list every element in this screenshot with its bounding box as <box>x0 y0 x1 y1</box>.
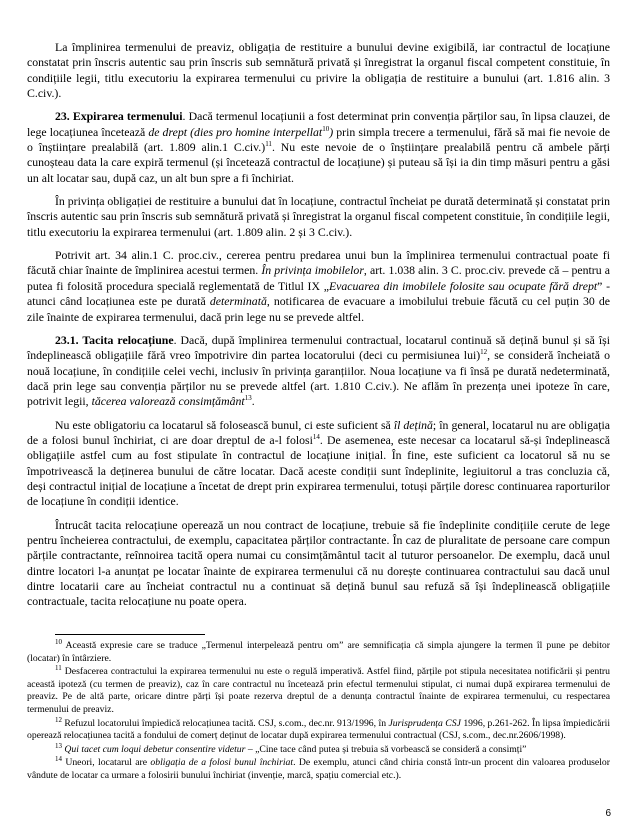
paragraph-text: . Dacă termenul locațiunii a fost determinat prin convenția părților sau, în lipsa clauzei, de lege locațiunea încetează <box>27 109 610 139</box>
footnote-13 <box>27 741 610 757</box>
footnote-ref-14[interactable]: 14 <box>312 432 320 441</box>
footnote-text: . De exemplu, atunci când chiria constă într-un procent din valoarea produselor vândute de locatar ca urmare a folosirii bunului închiriat (invenție, marcă, spațiu comercial etc.). <box>27 757 610 781</box>
footnote-10 <box>27 637 610 665</box>
footnote-number: 14 <box>55 755 62 764</box>
paragraph-text: . Dacă, după împlinirea termenului contractual, locatarul continuă să dețină bunul și să își îndeplinească obligațiile fără vreo împotrivire din partea locatorului (deci cu permisiunea lui) <box>27 332 611 363</box>
paragraph-civil-procedure <box>27 248 610 325</box>
footnote-12 <box>27 715 611 743</box>
italic-text: În privința imobilelor <box>261 263 364 278</box>
paragraph-restitution-title <box>27 194 610 240</box>
paragraph-text: , se consideră încheiată o nouă locațiune, în condițiile celei vechi, inclusiv în privința garanțiilor. Noua locațiune va fi însă pe durată nedeterminată, dacă prin lege sau convenția părților nu se prevede altfel (art. 1.810 C.civ.). Ne aflăm în prezența unei ipoteze în care, potrivit legii, <box>27 348 610 409</box>
footnote-text: Uneori, locatarul are <box>62 757 151 769</box>
paragraph-text: Potrivit art. 34 alin.1 C. proc.civ., cererea pentru predarea unui bun la împlinirea termenului contractual poate fi făcută chiar înainte de împlinirea acestui termen. <box>27 248 610 278</box>
paragraph-text: , art. 1.038 alin. 3 C. proc.civ. prevede că – pentru a putea fi folosită procedura specială reglementată de Titlul IX „ <box>27 263 610 293</box>
paragraph-conditions <box>27 518 610 610</box>
paragraph-text: Nu este obligatoriu ca locatarul să folosească bunul, ci este suficient să <box>55 417 394 432</box>
italic-text: Qui tacet cum loqui debetur consentire videtur <box>62 743 246 755</box>
paragraph-tacit-relocation <box>27 333 610 410</box>
italic-text: Jurisprudența CSJ <box>388 717 461 729</box>
footnotes <box>27 637 611 784</box>
italic-text: ) <box>329 124 334 139</box>
footnote-number: 11 <box>55 663 62 672</box>
footnote-ref-10[interactable]: 10 <box>322 124 330 133</box>
footnote-text: Refuzul locatorului împiedică relocațiunea tacită. CSJ, s.com., dec.nr. 913/1996, în <box>62 717 389 729</box>
italic-text: tăcerea valorează consimțământ <box>91 394 245 409</box>
paragraph-text: . <box>251 394 255 409</box>
footnote-ref-12[interactable]: 12 <box>480 348 488 357</box>
italic-text: de drept (dies pro homine interpellat <box>148 124 323 139</box>
footnote-text: 1996, p.261-262. În lipsa împiedicării operează relocațiunea tacită a fondului de comerț deținut de locatar după expirarea termenului contractual (CSJ, s.com., dec.nr.2606/1998). <box>27 717 611 742</box>
paragraph-text: . Nu este nevoie de o înștiințare prealabilă pentru că ambele părți cunoșteau data la care expiră termenul (și încetează contractul de locațiune) și puteau să își ia din timp măsuri pentru a găsi un alt locatar sau, după caz, un alt bun spre a fi închiriat. <box>27 140 611 185</box>
footnote-number: 13 <box>55 741 62 750</box>
footnote-number: 12 <box>55 715 62 724</box>
italic-text: îl dețină <box>393 417 433 432</box>
italic-text: Evacuarea din imobilele folosite sau ocupate fără drept <box>328 278 598 293</box>
paragraph-text: prin simpla trecere a termenului, fără să mai fie nevoie de o înștiințare prealabilă (art. 1.809 alin.1 C.civ.) <box>27 124 610 155</box>
paragraph-text: ; în general, locatarul nu are obligația de a folosi bunul închiriat, ci are doar dreptul de a-l folosi <box>27 417 610 447</box>
paragraph-text: Întrucât tacita relocațiune operează un nou contract de locațiune, trebuie să fie îndeplinite condițiile cerute de lege pentru încheierea contractului, de exemplu, capacitatea părților contractante. În caz de pluralitate de persoane care compun părțile contractante, reînnoirea tacită opera numai cu consimțământul tacit al tuturor persoanelor. De exemplu, dacă unul dintre locatori l-a anunțat pe locatar înainte de expirarea termenului că nu dorește continuarea contractului sau dacă unul dintre locatarii care au încheiat contractul nu a continuat să dețină bunul sau refuză să își îndeplinească obligațiile contractuale, tacita relocațiune nu poate opera. <box>27 517 610 609</box>
section-heading-23-1: 23.1. Tacita relocațiune <box>55 332 174 347</box>
body-text <box>27 40 610 618</box>
italic-text: determinată <box>209 294 267 309</box>
footnote-ref-13[interactable]: 13 <box>244 394 252 403</box>
paragraph-text: , notificarea de evacuare a imobilului trebuie făcută cu cel puțin 30 de zile înainte de expirarea termenului, dacă prin lege nu se prevede altfel. <box>27 294 610 324</box>
section-heading-23: 23. Expirarea termenului <box>55 109 183 124</box>
paragraph-text: În privința obligației de restituire a bunului dat în locațiune, contractul încheiat pe durată determinată și constatat prin înscris autentic sau prin înscris sub semnătură privată și înregistrat la organul fiscal competent constituie, în condițiile legii, titlu executoriu la expirarea termenului (art. 1.809 alin. 2 și 3 C.civ.). <box>27 194 610 239</box>
footnote-11 <box>27 663 610 716</box>
footnote-text: Această expresie care se traduce „Termenul interpelează pentru om” are semnificația că simpla ajungere la termen îl pune pe debitor (locatar) în întârziere. <box>27 640 610 664</box>
footnote-text: – „Cine tace când putea și trebuia să vorbească se consideră a consimți” <box>245 743 527 755</box>
italic-text: obligația de a folosi bunul închiriat <box>150 757 294 769</box>
footnote-text: Desfacerea contractului la expirarea termenului nu este o regulă imperativă. Astfel fiind, părțile pot stipula necesitatea notificării și pentru această ipoteză (cu termen de preaviz), caz în care contractul nu încetează prin efectul termenului stipulat, ci numai după expirarea termenului de preaviz. Pe de altă parte, oricare dintre părți își poate rezerva dreptul de a denunța contractul înainte de expirarea termenului, cu respectarea termenului de preaviz. <box>27 666 610 715</box>
page-number: 6 <box>605 808 611 819</box>
paragraph-use-obligation <box>27 418 610 510</box>
footnote-14 <box>27 757 610 782</box>
footnote-number: 10 <box>55 637 62 646</box>
paragraph-text: La împlinirea termenului de preaviz, obligația de restituire a bunului devine exigibilă, iar contractul de locațiune constatat prin înscris autentic sau prin înscris sub semnătură privată și înregistrat la organul fiscal competent constituie, în condițiile legii, titlu executoriu la expirarea termenului cu privire la obligația de restituire a bunului (art. 1.816 alin. 3 C.civ.). <box>27 40 610 101</box>
footnote-separator <box>55 634 205 635</box>
paragraph-text: . De asemenea, este necesar ca locatarul să-și îndeplinească obligațiile astfel cum au fost stipulate în contractul de locațiune inițial. În fine, este suficient ca locatorul să nu se împotrivească la deținerea bunului de către locatar. Dacă aceste condiții sunt îndeplinite, legiuitorul a tras concluzia că, deși contractul inițial de locațiune a încetat de drept prin expirarea termenului, totuși părțile doresc continuarea raporturilor de locațiune în condiții identice. <box>27 432 610 509</box>
paragraph-text: ” - atunci când locațiunea este pe durată <box>27 278 610 309</box>
paragraph-term-expiration <box>27 109 610 186</box>
footnote-ref-11[interactable]: 11 <box>265 140 272 149</box>
paragraph-preaviz-restitution <box>27 40 610 101</box>
